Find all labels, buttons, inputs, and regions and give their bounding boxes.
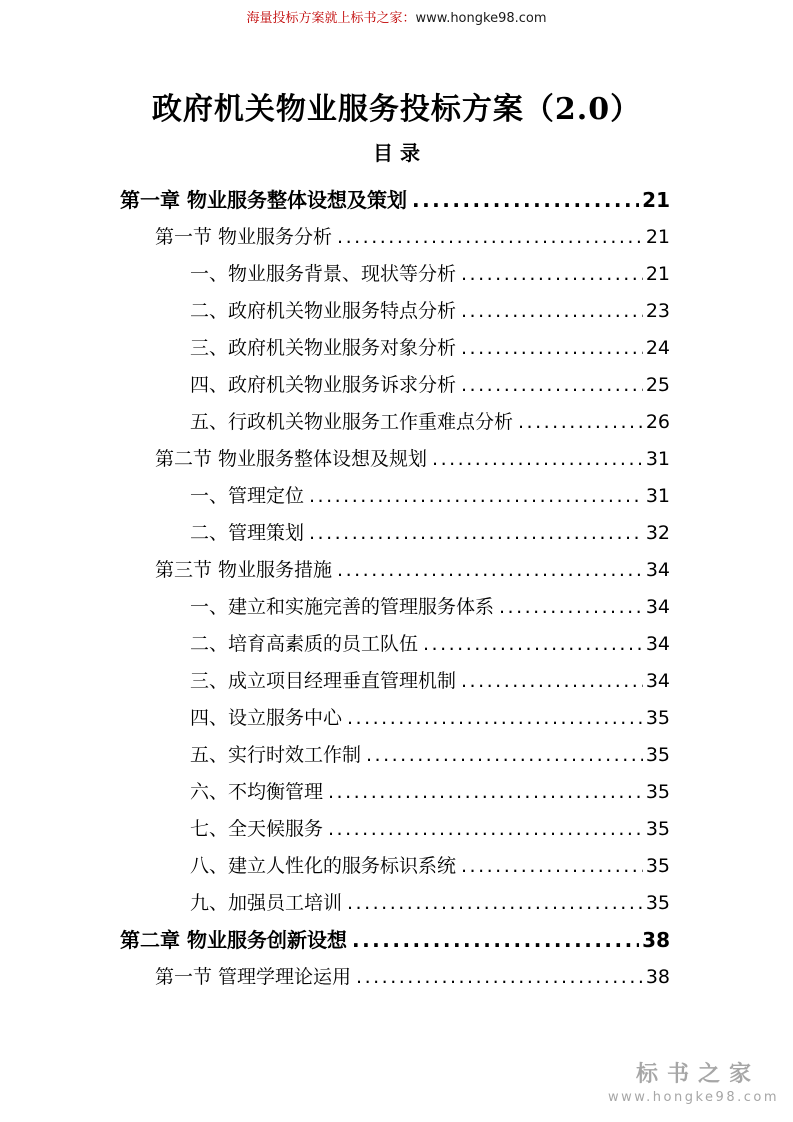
promo-header-url[interactable]: www.hongke98.com [415,11,547,26]
toc-dot-leader [309,478,643,515]
toc-entry[interactable] [120,552,670,589]
toc-dot-leader [366,737,643,774]
toc-dot-leader [309,515,643,552]
toc-entry-label: 六、不均衡管理 [190,781,324,803]
toc-heading: 目 录 [373,141,420,165]
toc-entry-page: 24 [645,337,670,359]
toc-entry[interactable] [120,663,670,700]
toc-entry-page: 34 [645,670,670,692]
watermark [608,1062,779,1106]
toc-entry[interactable] [120,922,670,959]
toc-entry-page: 38 [642,928,670,952]
toc-dot-leader [461,848,643,885]
toc-entry-label: 第一章 物业服务整体设想及策划 [120,188,407,212]
toc-dot-leader [518,404,643,441]
toc-entry-page: 35 [645,818,670,840]
toc-entry[interactable] [120,293,670,330]
toc-entry-label: 一、物业服务背景、现状等分析 [190,263,457,285]
toc-entry-label: 第三节 物业服务措施 [155,559,333,581]
toc-dot-leader [328,811,643,848]
toc-entry-label: 第二节 物业服务整体设想及规划 [155,448,428,470]
toc-entry[interactable] [120,404,670,441]
toc-entry-page: 34 [645,559,670,581]
toc-dot-leader [352,922,639,959]
toc-entry-label: 一、建立和实施完善的管理服务体系 [190,596,495,618]
toc-entry-page: 21 [645,263,670,285]
toc-entry[interactable] [120,515,670,552]
toc-entry-label: 第二章 物业服务创新设想 [120,928,347,952]
toc-dot-leader [337,219,643,256]
toc-entry-page: 21 [642,188,670,212]
toc-entry[interactable] [120,219,670,256]
toc-entry-page: 35 [645,855,670,877]
toc-entry-page: 34 [645,596,670,618]
watermark-url: www.hongke98.com [607,1090,779,1105]
promo-header [0,11,793,27]
toc-entry-label: 九、加强员工培训 [190,892,343,914]
toc-entry-label: 八、建立人性化的服务标识系统 [190,855,457,877]
toc-entry[interactable] [120,774,670,811]
toc-entry-label: 四、设立服务中心 [190,707,343,729]
watermark-brand: 标书之家 [635,1062,760,1087]
toc-entry-label: 七、全天候服务 [190,818,324,840]
toc-dot-leader [412,182,639,219]
toc-entry-page: 31 [645,448,670,470]
toc-entry-label: 五、行政机关物业服务工作重难点分析 [190,411,514,433]
toc-entry[interactable] [120,182,670,219]
toc-dot-leader [432,441,643,478]
document-title: 政府机关物业服务投标方案（2.0） [151,92,642,127]
toc-entry[interactable] [120,478,670,515]
toc-entry-label: 五、实行时效工作制 [190,744,362,766]
toc-dot-leader [347,885,643,922]
toc-entry[interactable] [120,848,670,885]
toc-entry[interactable] [120,626,670,663]
toc-dot-leader [356,959,643,996]
toc-dot-leader [461,330,643,367]
toc-entry[interactable] [120,737,670,774]
toc-entry-label: 第一节 管理学理论运用 [155,966,352,988]
toc-entry-page: 21 [645,226,670,248]
toc-entry-label: 三、成立项目经理垂直管理机制 [190,670,457,692]
toc-entry-page: 35 [645,744,670,766]
toc-entry-label: 二、培育高素质的员工队伍 [190,633,419,655]
toc-entry[interactable] [120,589,670,626]
toc-entry-page: 23 [645,300,670,322]
toc-dot-leader [461,256,643,293]
toc-entry-page: 35 [645,781,670,803]
toc-entry-page: 25 [645,374,670,396]
toc-entry[interactable] [120,959,670,996]
toc-entry-label: 二、政府机关物业服务特点分析 [190,300,457,322]
toc-list [120,182,670,996]
toc-entry-page: 38 [645,966,670,988]
toc-entry[interactable] [120,256,670,293]
toc-entry[interactable] [120,330,670,367]
toc-entry[interactable] [120,700,670,737]
toc-entry[interactable] [120,367,670,404]
toc-dot-leader [461,663,643,700]
toc-entry-page: 34 [645,633,670,655]
toc-entry-label: 二、管理策划 [190,522,305,544]
toc-entry-page: 26 [645,411,670,433]
promo-header-text: 海量投标方案就上标书之家： [246,11,416,26]
toc-entry-label: 四、政府机关物业服务诉求分析 [190,374,457,396]
toc-entry[interactable] [120,441,670,478]
toc-entry-page: 35 [645,892,670,914]
toc-entry[interactable] [120,885,670,922]
toc-dot-leader [337,552,643,589]
toc-entry-page: 32 [645,522,670,544]
toc-dot-leader [347,700,643,737]
toc-dot-leader [328,774,643,811]
toc-entry-label: 一、管理定位 [190,485,305,507]
toc-dot-leader [423,626,643,663]
toc-entry-label: 三、政府机关物业服务对象分析 [190,337,457,359]
toc-entry-label: 第一节 物业服务分析 [155,226,333,248]
toc-dot-leader [499,589,643,626]
toc-entry-page: 35 [645,707,670,729]
toc-dot-leader [461,367,643,404]
toc-entry[interactable] [120,811,670,848]
toc-dot-leader [461,293,643,330]
toc-entry-page: 31 [645,485,670,507]
